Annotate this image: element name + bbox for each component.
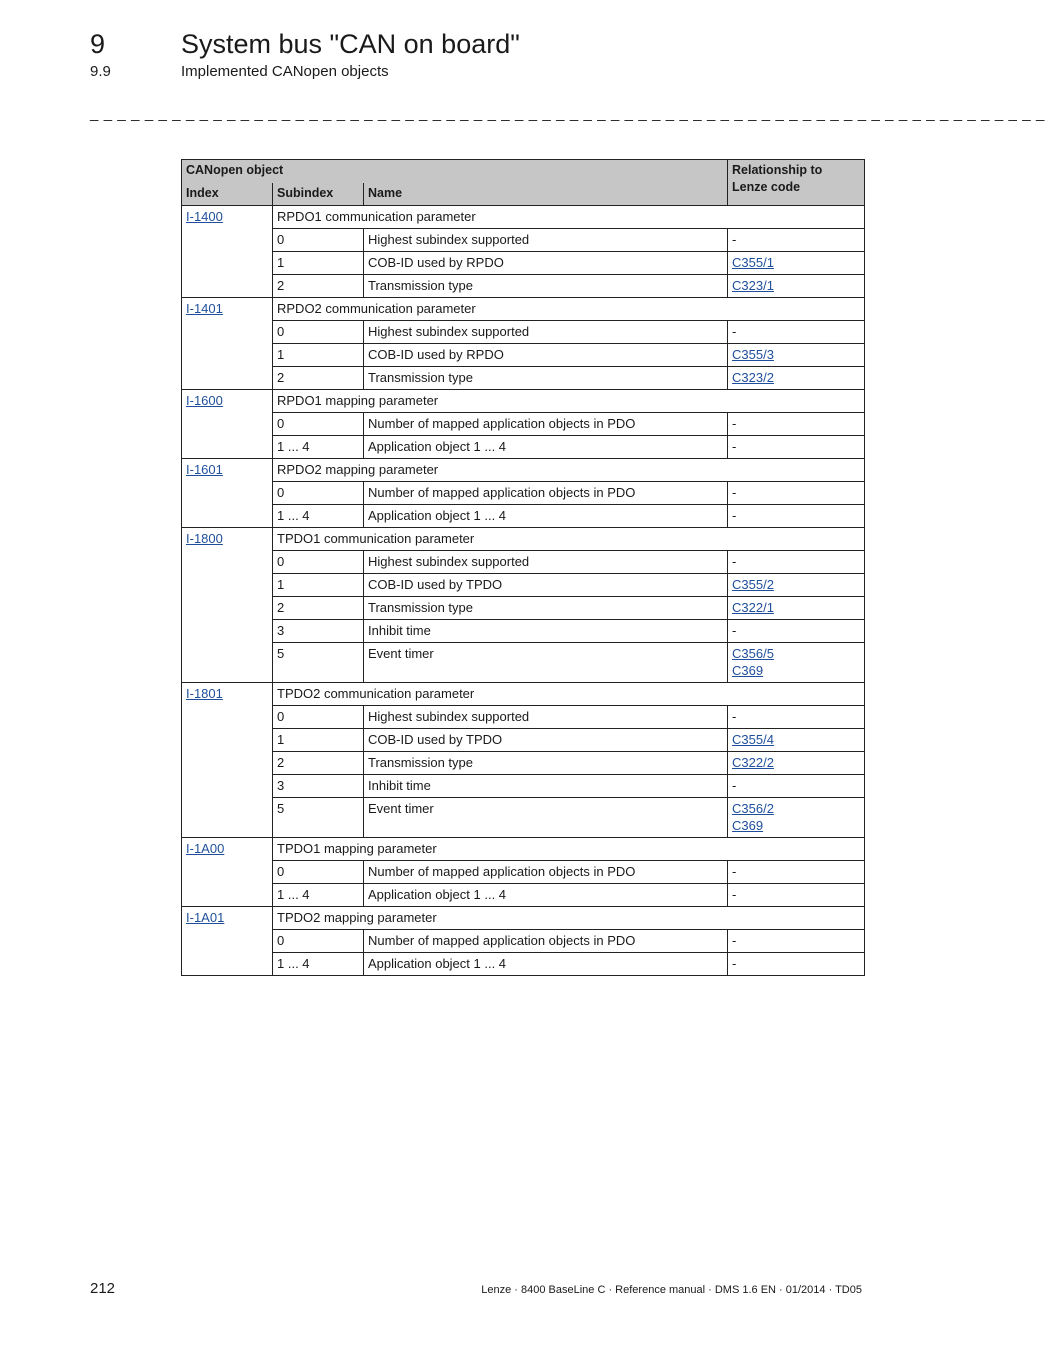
lenze-code-cell xyxy=(728,775,865,798)
subindex-name-cell: Transmission type xyxy=(364,752,728,775)
subindex-name-cell: Number of mapped application objects in PDO xyxy=(364,413,728,436)
lenze-code-cell xyxy=(728,275,865,298)
subindex-name-cell: Transmission type xyxy=(364,597,728,620)
subindex-cell: 1 xyxy=(273,252,364,275)
lenze-code-cell xyxy=(728,321,865,344)
object-row xyxy=(182,838,865,861)
object-index-link[interactable]: I-1601 xyxy=(186,462,223,477)
lenze-code-link[interactable]: C356/5 xyxy=(732,646,774,661)
subindex-cell: 5 xyxy=(273,643,364,683)
object-index-cell xyxy=(182,838,273,907)
no-code-dash: - xyxy=(732,485,737,500)
subindex-row xyxy=(182,729,865,752)
subindex-name-cell: COB-ID used by TPDO xyxy=(364,574,728,597)
subindex-cell: 1 ... 4 xyxy=(273,436,364,459)
section-number: 9.9 xyxy=(90,63,111,80)
subindex-row xyxy=(182,344,865,367)
subindex-cell: 1 xyxy=(273,729,364,752)
subindex-row xyxy=(182,861,865,884)
subindex-name-cell: Event timer xyxy=(364,798,728,838)
subindex-cell: 1 xyxy=(273,344,364,367)
lenze-code-link[interactable]: C356/2 xyxy=(732,801,774,816)
lenze-code-cell xyxy=(728,252,865,275)
subindex-name-cell: Transmission type xyxy=(364,275,728,298)
subindex-cell: 2 xyxy=(273,367,364,390)
subindex-row xyxy=(182,597,865,620)
no-code-dash: - xyxy=(732,324,737,339)
subindex-cell: 1 ... 4 xyxy=(273,505,364,528)
subindex-name-cell: Highest subindex supported xyxy=(364,321,728,344)
subindex-row xyxy=(182,775,865,798)
no-code-dash: - xyxy=(732,554,737,569)
subindex-row xyxy=(182,706,865,729)
object-index-link[interactable]: I-1400 xyxy=(186,209,223,224)
subindex-row xyxy=(182,930,865,953)
subindex-row xyxy=(182,413,865,436)
no-code-dash: - xyxy=(732,956,737,971)
lenze-code-link[interactable]: C355/1 xyxy=(732,255,774,270)
subindex-cell: 2 xyxy=(273,752,364,775)
subindex-name-cell: Transmission type xyxy=(364,367,728,390)
no-code-dash: - xyxy=(732,623,737,638)
subindex-name-cell: COB-ID used by RPDO xyxy=(364,252,728,275)
subindex-name-cell: Event timer xyxy=(364,643,728,683)
lenze-code-link[interactable]: C355/4 xyxy=(732,732,774,747)
subindex-cell: 5 xyxy=(273,798,364,838)
no-code-dash: - xyxy=(732,887,737,902)
subindex-row xyxy=(182,436,865,459)
no-code-dash: - xyxy=(732,709,737,724)
subindex-cell: 0 xyxy=(273,551,364,574)
subindex-name-cell: Number of mapped application objects in PDO xyxy=(364,861,728,884)
subindex-name-cell: Application object 1 ... 4 xyxy=(364,953,728,976)
lenze-code-cell xyxy=(728,367,865,390)
header-index: Index xyxy=(182,183,273,206)
lenze-code-cell xyxy=(728,861,865,884)
no-code-dash: - xyxy=(732,416,737,431)
subindex-cell: 0 xyxy=(273,413,364,436)
lenze-code-cell xyxy=(728,551,865,574)
subindex-name-cell: Application object 1 ... 4 xyxy=(364,436,728,459)
subindex-row xyxy=(182,367,865,390)
subindex-row xyxy=(182,953,865,976)
subindex-row xyxy=(182,321,865,344)
object-index-link[interactable]: I-1801 xyxy=(186,686,223,701)
lenze-code-cell xyxy=(728,229,865,252)
lenze-code-link[interactable]: C322/2 xyxy=(732,755,774,770)
lenze-code-cell xyxy=(728,597,865,620)
chapter-title: System bus "CAN on board" xyxy=(181,29,520,59)
no-code-dash: - xyxy=(732,778,737,793)
subindex-name-cell: Number of mapped application objects in PDO xyxy=(364,482,728,505)
header-subindex: Subindex xyxy=(273,183,364,206)
lenze-code-link[interactable]: C355/2 xyxy=(732,577,774,592)
lenze-code-cell xyxy=(728,413,865,436)
subindex-row xyxy=(182,229,865,252)
chapter-number: 9 xyxy=(90,29,106,59)
subindex-name-cell: Application object 1 ... 4 xyxy=(364,884,728,907)
subindex-name-cell: Number of mapped application objects in PDO xyxy=(364,930,728,953)
lenze-code-cell xyxy=(728,505,865,528)
object-index-link[interactable]: I-1800 xyxy=(186,531,223,546)
subindex-name-cell: COB-ID used by RPDO xyxy=(364,344,728,367)
object-row xyxy=(182,528,865,551)
subindex-cell: 0 xyxy=(273,321,364,344)
no-code-dash: - xyxy=(732,508,737,523)
no-code-dash: - xyxy=(732,933,737,948)
object-index-link[interactable]: I-1600 xyxy=(186,393,223,408)
no-code-dash: - xyxy=(732,864,737,879)
subindex-row xyxy=(182,551,865,574)
object-title: TPDO2 mapping parameter xyxy=(273,907,865,930)
lenze-code-link[interactable]: C323/2 xyxy=(732,370,774,385)
subindex-row xyxy=(182,752,865,775)
object-row xyxy=(182,907,865,930)
canopen-objects-table xyxy=(181,159,865,976)
subindex-row xyxy=(182,482,865,505)
lenze-code-cell xyxy=(728,798,865,838)
subindex-cell: 0 xyxy=(273,482,364,505)
subindex-cell: 2 xyxy=(273,275,364,298)
object-row xyxy=(182,390,865,413)
lenze-code-link[interactable]: C322/1 xyxy=(732,600,774,615)
subindex-name-cell: Application object 1 ... 4 xyxy=(364,505,728,528)
lenze-code-cell xyxy=(728,884,865,907)
lenze-code-cell xyxy=(728,482,865,505)
object-index-cell xyxy=(182,459,273,528)
object-index-cell xyxy=(182,298,273,390)
subindex-row xyxy=(182,620,865,643)
subindex-name-cell: Highest subindex supported xyxy=(364,229,728,252)
object-title: RPDO1 mapping parameter xyxy=(273,390,865,413)
lenze-code-link[interactable]: C355/3 xyxy=(732,347,774,362)
lenze-code-cell xyxy=(728,706,865,729)
lenze-code-link[interactable]: C323/1 xyxy=(732,278,774,293)
header-separator: _ _ _ _ _ _ _ _ _ _ _ _ _ _ _ _ _ _ _ _ _ _ _ _ _ _ _ _ _ _ _ _ _ _ _ _ _ _ _ _ _ _ _ _ _ _ _ _ _ _ _ _ _ _ _ _ _ _ _ _ _ _ _ _ _ _ _ _ _ _ xyxy=(90,105,1045,122)
object-index-link[interactable]: I-1A00 xyxy=(186,841,225,856)
subindex-name-cell: Inhibit time xyxy=(364,775,728,798)
object-title: TPDO1 communication parameter xyxy=(273,528,865,551)
no-code-dash: - xyxy=(732,439,737,454)
object-index-cell xyxy=(182,206,273,298)
subindex-row xyxy=(182,884,865,907)
subindex-row xyxy=(182,798,865,838)
lenze-code-cell xyxy=(728,752,865,775)
object-title: RPDO2 mapping parameter xyxy=(273,459,865,482)
lenze-code-cell xyxy=(728,953,865,976)
subindex-row xyxy=(182,505,865,528)
lenze-code-cell xyxy=(728,344,865,367)
page-number: 212 xyxy=(90,1280,116,1297)
lenze-code-cell xyxy=(728,574,865,597)
subindex-cell: 0 xyxy=(273,706,364,729)
subindex-name-cell: Inhibit time xyxy=(364,620,728,643)
object-index-link[interactable]: I-1A01 xyxy=(186,910,225,925)
header-name: Name xyxy=(364,183,728,206)
subindex-cell: 2 xyxy=(273,597,364,620)
object-row xyxy=(182,298,865,321)
object-row xyxy=(182,206,865,229)
subindex-cell: 3 xyxy=(273,620,364,643)
lenze-code-cell xyxy=(728,620,865,643)
subindex-cell: 0 xyxy=(273,229,364,252)
footer-doc-info: Lenze · 8400 BaseLine C · Reference manual · DMS 1.6 EN · 01/2014 · TD05 xyxy=(481,1284,862,1296)
object-index-cell xyxy=(182,528,273,683)
subindex-cell: 1 ... 4 xyxy=(273,884,364,907)
subindex-cell: 1 ... 4 xyxy=(273,953,364,976)
header-canopen-object: CANopen object xyxy=(182,160,728,184)
object-index-cell xyxy=(182,683,273,838)
lenze-code-link[interactable]: C369 xyxy=(732,663,764,678)
lenze-code-cell xyxy=(728,436,865,459)
object-row xyxy=(182,459,865,482)
object-index-cell xyxy=(182,390,273,459)
lenze-code-link[interactable]: C369 xyxy=(732,818,764,833)
object-index-link[interactable]: I-1401 xyxy=(186,301,223,316)
object-row xyxy=(182,683,865,706)
object-index-cell xyxy=(182,907,273,976)
subindex-cell: 0 xyxy=(273,861,364,884)
subindex-name-cell: Highest subindex supported xyxy=(364,706,728,729)
table-body xyxy=(182,206,865,976)
subindex-row xyxy=(182,275,865,298)
subindex-row xyxy=(182,252,865,275)
subindex-cell: 0 xyxy=(273,930,364,953)
no-code-dash: - xyxy=(732,232,737,247)
subindex-row xyxy=(182,574,865,597)
object-title: TPDO1 mapping parameter xyxy=(273,838,865,861)
lenze-code-cell xyxy=(728,643,865,683)
object-title: RPDO1 communication parameter xyxy=(273,206,865,229)
subindex-name-cell: COB-ID used by TPDO xyxy=(364,729,728,752)
subindex-row xyxy=(182,643,865,683)
section-title: Implemented CANopen objects xyxy=(181,63,389,80)
subindex-cell: 3 xyxy=(273,775,364,798)
lenze-code-cell xyxy=(728,729,865,752)
object-title: TPDO2 communication parameter xyxy=(273,683,865,706)
lenze-code-cell xyxy=(728,930,865,953)
subindex-name-cell: Highest subindex supported xyxy=(364,551,728,574)
object-title: RPDO2 communication parameter xyxy=(273,298,865,321)
header-relationship: Relationship to Lenze code xyxy=(728,160,865,206)
subindex-cell: 1 xyxy=(273,574,364,597)
